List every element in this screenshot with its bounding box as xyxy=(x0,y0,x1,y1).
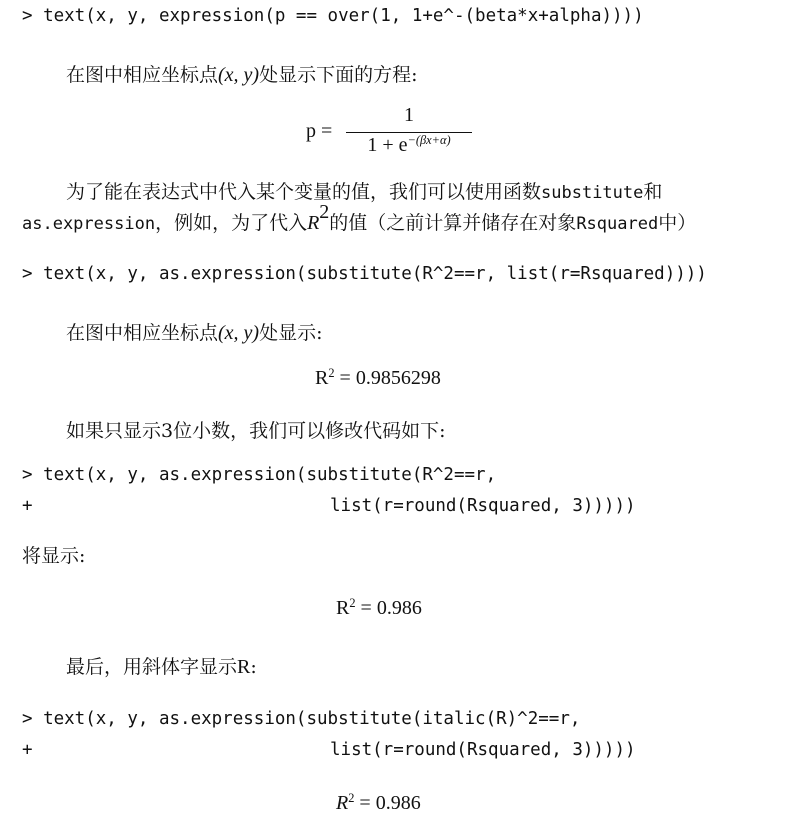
para2-line1-text: 为了能在表达式中代入某个变量的值，我们可以使用函数 xyxy=(66,181,542,203)
code-continuation-prompt-2: + xyxy=(22,740,33,760)
para6-post: : xyxy=(250,656,257,678)
code-line-italic-2: list(r=round(Rsquared, 3))))) xyxy=(330,740,636,760)
eq2-rhs: = 0.9856298 xyxy=(334,367,441,389)
fraction-numerator: 1 xyxy=(404,104,414,126)
equation-r2-full xyxy=(315,367,441,390)
inline-math-r: R xyxy=(307,212,320,234)
paragraph-will-display: 将显示: xyxy=(22,545,86,567)
denominator-exponent: −(βx+α) xyxy=(407,133,451,148)
code-line-expression: > text(x, y, expression(p == over(1, 1+e^-(beta*x+alpha)))) xyxy=(22,6,644,26)
para2-line2-mid2: 的值（之前计算并储存在对象 xyxy=(329,212,577,234)
para3-pre: 在图中相应坐标点 xyxy=(66,322,219,344)
eq2-base: R xyxy=(315,367,329,389)
coord-xy-2: (x, y) xyxy=(218,322,260,344)
eq4-base: R xyxy=(336,792,349,814)
equation-p-fraction xyxy=(346,104,472,160)
para2-line2-post: 中） xyxy=(658,212,697,234)
code-line-substitute: > text(x, y, as.expression(substitute(R^2==r, list(r=Rsquared)))) xyxy=(22,264,707,284)
eq3-rhs: = 0.986 xyxy=(355,597,422,619)
denominator-base: 1 + e xyxy=(367,134,408,156)
para1-pre: 在图中相应坐标点 xyxy=(66,64,219,86)
inline-code-as-expression: as.expression xyxy=(22,214,156,234)
para6-r: R xyxy=(237,656,251,678)
eq2-sup: 2 xyxy=(328,366,335,381)
equation-r2-italic xyxy=(336,792,421,815)
code-line-round-2: list(r=round(Rsquared, 3))))) xyxy=(330,496,636,516)
code-line-round-1: > text(x, y, as.expression(substitute(R^2==r, xyxy=(22,465,497,485)
paragraph-substitute-line1 xyxy=(66,177,662,204)
equation-r2-rounded xyxy=(336,597,422,620)
code-continuation-prompt: + xyxy=(22,496,33,516)
para3-post: 处显示: xyxy=(259,322,323,344)
paragraph-three-decimals: 如果只显示3位小数，我们可以修改代码如下: xyxy=(66,420,446,442)
eq4-rhs: = 0.986 xyxy=(354,792,421,814)
eq4-sup: 2 xyxy=(348,791,355,806)
paragraph-italic xyxy=(66,652,257,679)
equation-p-lhs: p = xyxy=(306,120,333,142)
inline-code-substitute: substitute xyxy=(541,183,644,203)
coord-xy: (x, y) xyxy=(218,64,260,86)
para2-line1-post: 和 xyxy=(643,181,663,203)
fraction-denominator xyxy=(346,134,472,157)
paragraph-substitute-line2 xyxy=(22,201,697,235)
eq3-sup: 2 xyxy=(349,596,356,611)
eq3-base: R xyxy=(336,597,350,619)
paragraph-display-result xyxy=(66,318,323,345)
code-line-italic-1: > text(x, y, as.expression(substitute(italic(R)^2==r, xyxy=(22,709,581,729)
para1-post: 处显示下面的方程: xyxy=(259,64,418,86)
inline-code-rsquared: Rsquared xyxy=(576,214,659,234)
inline-math-sup: 2 xyxy=(319,201,330,223)
paragraph-display-equation xyxy=(66,60,418,87)
para2-line2-mid: ，例如，为了代入 xyxy=(155,212,308,234)
para6-pre: 最后，用斜体字显示 xyxy=(66,656,238,678)
